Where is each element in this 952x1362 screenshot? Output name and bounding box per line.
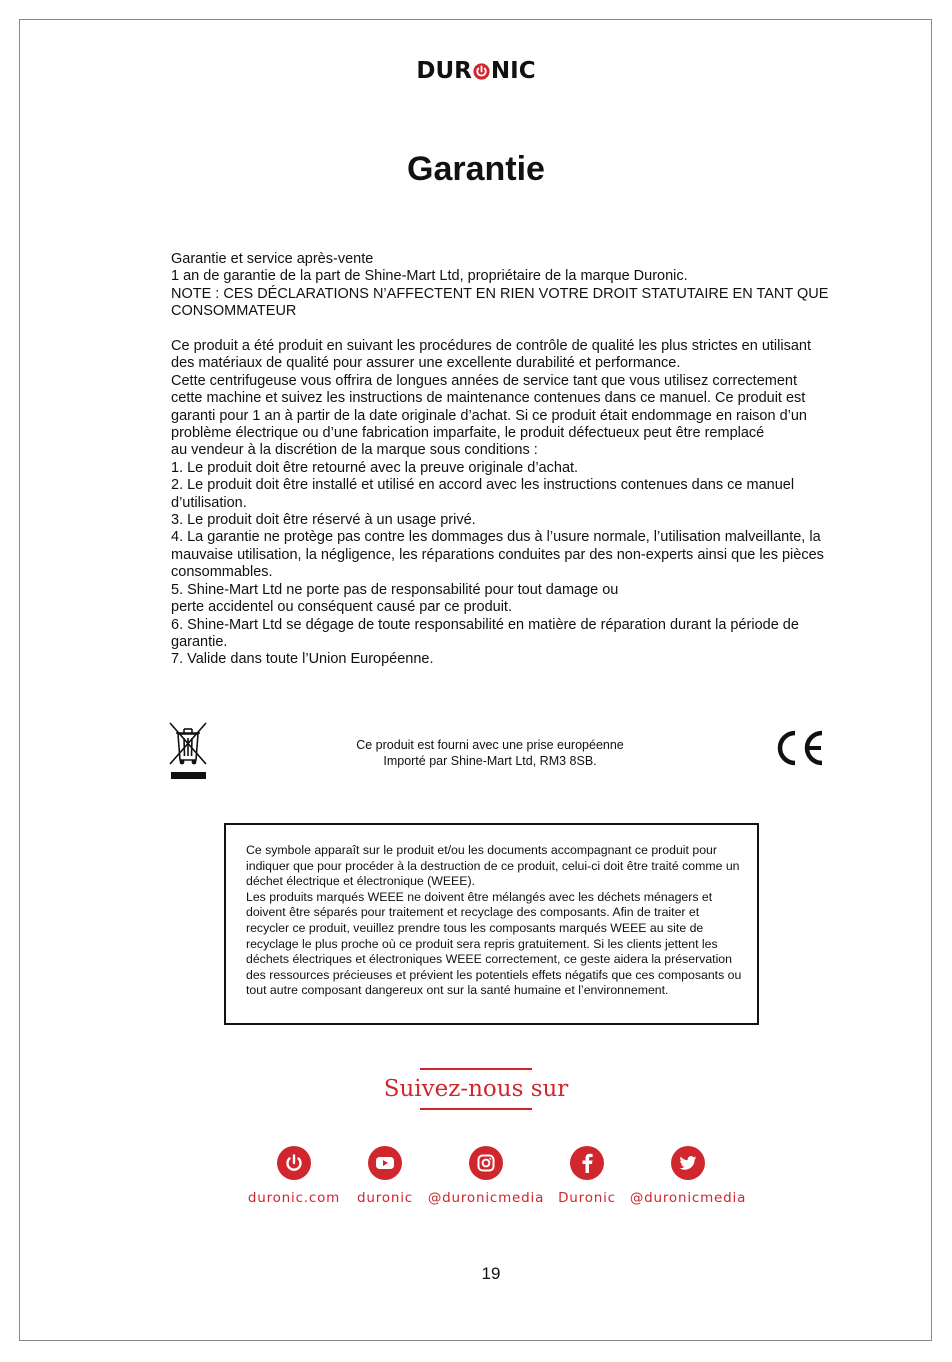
- youtube-icon: [368, 1146, 402, 1180]
- condition-2: 2. Le produit doit être installé et utilisé en accord avec les instructions contenues dans ce manuel d’utilisation.: [171, 477, 795, 511]
- duronic-logo: [416, 58, 535, 84]
- social-links: [0, 1146, 952, 1216]
- social-handle-youtube: duronic: [357, 1190, 413, 1206]
- warranty-heading: Garantie et service après-vente: [171, 251, 374, 267]
- warranty-conditions-intro: au vendeur à la discrétion de la marque sous conditions :: [171, 442, 538, 459]
- social-handle-website: duronic.com: [247, 1190, 341, 1206]
- follow-rule-bottom: [420, 1108, 532, 1110]
- follow-rule-top: [420, 1068, 532, 1070]
- weee-bin-icon: [167, 720, 209, 782]
- condition-4: 4. La garantie ne protège pas contre les dommages dus à l’usure normale, l’utilisation malveillante, la mauvaise utilisation, la négligence, les réparations conduites par des non-experts ainsi que les pièces consommables.: [171, 529, 824, 581]
- social-handle-twitter: @duronicmedia: [629, 1190, 747, 1206]
- condition-1: 1. Le produit doit être retourné avec la preuve originale d’achat.: [171, 459, 579, 476]
- facebook-icon: [570, 1146, 604, 1180]
- logo-text-suffix: NIC: [490, 58, 536, 84]
- warranty-paragraph-2: Cette centrifugeuse vous offrira de longues années de service tant que vous utilisez correctement cette machine et suivez les instructions de maintenance contenues dans ce manuel. Ce produit est garanti pour 1 an à partir de la date originale d’achat. Si ce produit était endommage en raison d’un problème électrique ou d’une fabrication imparfaite, le produit défectueux peut être remplacé: [171, 372, 807, 442]
- condition-5b: perte accidentel ou conséquent causé par ce produit.: [171, 599, 512, 616]
- social-link-twitter[interactable]: [613, 1146, 763, 1206]
- condition-3: 3. Le produit doit être réservé à un usage privé.: [171, 512, 476, 529]
- warranty-duration: 1 an de garantie de la part de Shine-Mart Ltd, propriétaire de la marque Duronic.: [171, 268, 688, 285]
- page-title: Garantie: [407, 150, 545, 188]
- warranty-note: NOTE : CES DÉCLARATIONS N’AFFECTENT EN RIEN VOTRE DROIT STATUTAIRE EN TANT QUE CONSOMMATEUR: [171, 285, 829, 320]
- follow-us-label: Suivez-nous sur: [383, 1076, 569, 1102]
- warranty-paragraph-1: Ce produit a été produit en suivant les procédures de contrôle de qualité les plus strictes en utilisant des matériaux de qualité pour assurer une excellente durabilité et performance.: [171, 338, 811, 372]
- logo-power-icon: [473, 63, 490, 80]
- import-note: [290, 738, 690, 769]
- follow-us-section: [0, 1068, 952, 1110]
- condition-7: 7. Valide dans toute l’Union Européenne.: [171, 651, 434, 668]
- import-note-line-1: Ce produit est fourni avec une prise européenne: [356, 738, 624, 752]
- page-number: [0, 1264, 952, 1284]
- weee-notice-text-1: Ce symbole apparaît sur le produit et/ou les documents accompagnant ce produit pour indiquer que pour procéder à la destruction de ce produit, celui-ci doit être traité comme un déchet électrique et électronique (WEEE).: [246, 843, 740, 889]
- page-frame: [19, 19, 932, 1341]
- weee-notice-text-2: Les produits marqués WEEE ne doivent être mélangés avec les déchets ménagers et doivent être séparés pour traitement et recyclage des composants. Afin de traiter et recycler ce produit, veuillez prendre tous les composants marqués WEEE au site de recyclage le plus proche où ce produit sera repris gratuitement. Si les clients jettent les déchets électriques et électroniques WEEE correctement, ce geste aidera la préservation des ressources précieuses et prévient les potentiels effets négatifs que ces composants ou tout autre composant dangereux ont sur la santé humaine et l’environnement.: [246, 889, 742, 998]
- twitter-icon: [671, 1146, 705, 1180]
- condition-5a: 5. Shine-Mart Ltd ne porte pas de responsabilité pour tout damage ou: [171, 581, 619, 598]
- instagram-icon: [469, 1146, 503, 1180]
- warranty-text: [171, 251, 831, 669]
- brand-header: [0, 58, 952, 84]
- weee-notice-box: [224, 823, 759, 1025]
- ce-mark-icon: [772, 729, 826, 767]
- power-icon: [277, 1146, 311, 1180]
- import-note-line-2: Importé par Shine-Mart Ltd, RM3 8SB.: [383, 753, 597, 768]
- social-handle-facebook: Duronic: [558, 1190, 616, 1206]
- logo-text-prefix: DUR: [416, 58, 472, 84]
- page-number-text: 19: [481, 1264, 501, 1283]
- social-handle-instagram: @duronicmedia: [427, 1190, 545, 1206]
- condition-6: 6. Shine-Mart Ltd se dégage de toute responsabilité en matière de réparation durant la période de garantie.: [171, 616, 799, 650]
